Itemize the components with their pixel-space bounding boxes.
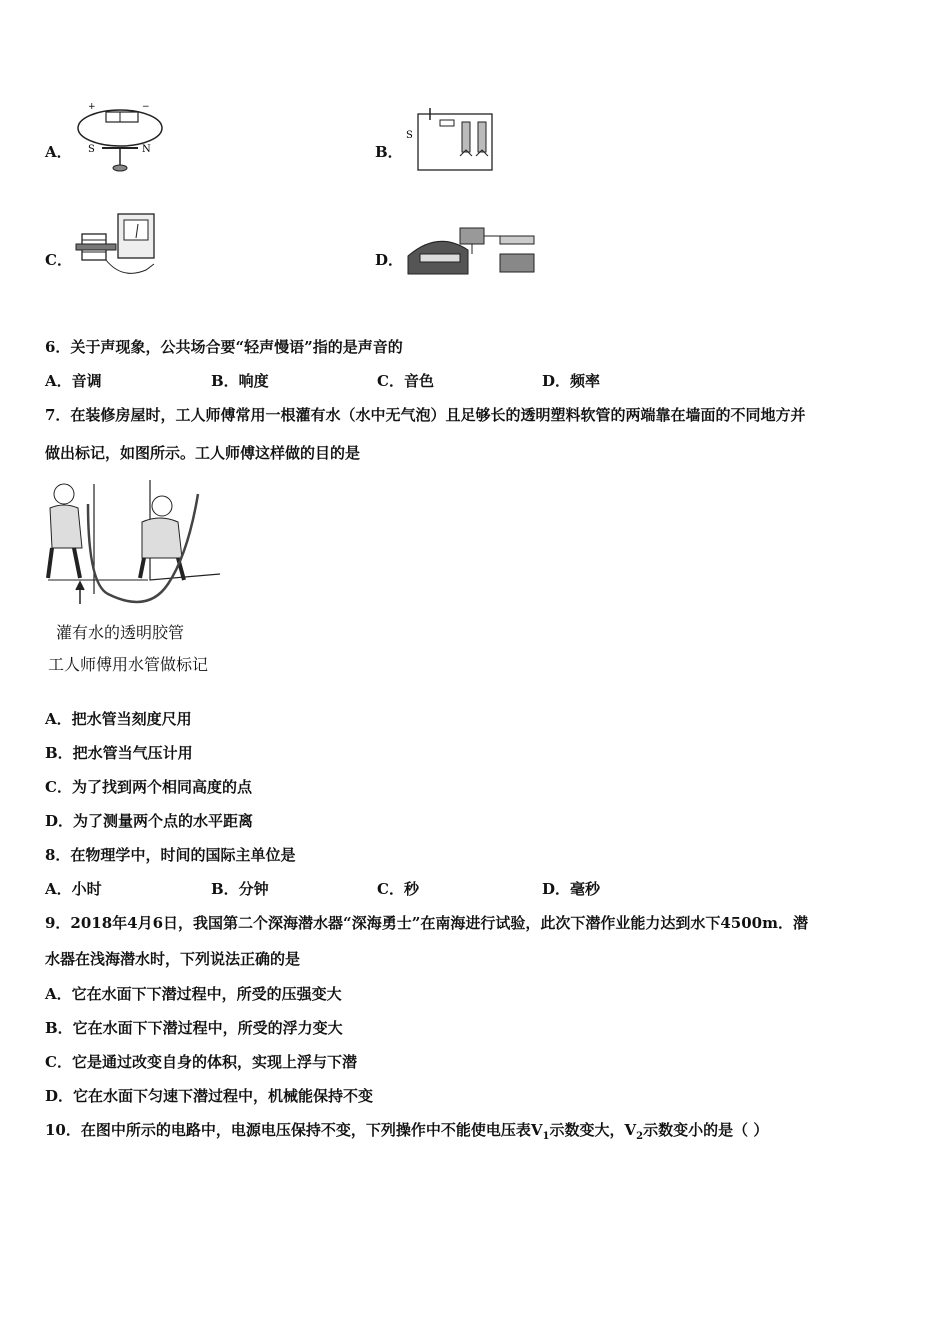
q10-stem-mid: 示数变大，	[549, 1121, 625, 1139]
q5-option-c-label: C．	[45, 251, 72, 269]
q9-stem-line1: 9．2018年4月6日，我国第二个深海潜水器“深海勇士”在南海进行试验，此次下潜作业能力达到水下4500m．潜	[45, 914, 808, 932]
q8-option-c: C．秒	[377, 880, 419, 898]
q7-stem-line2: 做出标记，如图所示。工人师傅这样做的目的是	[45, 444, 361, 462]
switch	[500, 236, 534, 244]
lead-wires	[106, 260, 154, 273]
q8-option-b: B．分钟	[211, 880, 269, 898]
q10-stem	[45, 1119, 768, 1142]
worker1-body	[50, 505, 82, 548]
q9-stem-line2: 水器在浅海潜水时，下列说法正确的是	[45, 950, 301, 968]
plus-sign: +	[88, 102, 96, 112]
q7-option-d: D．为了测量两个点的水平距离	[45, 812, 254, 830]
rails	[420, 254, 460, 262]
q7-option-b: B．把水管当气压计用	[45, 744, 193, 762]
q9-option-d: D．它在水面下匀速下潜过程中，机械能保持不变	[45, 1087, 374, 1105]
q5-option-b-label: B．	[375, 143, 403, 161]
q6-option-d: D．频率	[542, 372, 601, 390]
needle-s: S	[88, 144, 95, 155]
q9-option-a: A．它在水面下下潜过程中，所受的压强变大	[45, 985, 342, 1003]
rheostat-block	[500, 254, 534, 272]
electromagnet-2	[478, 122, 486, 152]
q6-option-b: B．响度	[211, 372, 269, 390]
q6-option-a: A．音调	[45, 372, 102, 390]
q7-stem-line1: 7．在装修房屋时，工人师傅常用一根灌有水（水中无气泡）且足够长的透明塑料软管的两端靠在墙面的不同地方并	[45, 406, 806, 424]
q8-option-d: D．毫秒	[542, 880, 601, 898]
q6-stem: 6．关于声现象，公共场合要“轻声慢语”指的是声音的	[45, 338, 403, 356]
q10-v1-sub: 1	[542, 1131, 550, 1142]
q5-figure-d	[404, 218, 544, 284]
q5-figure-b	[404, 104, 504, 176]
switch-s: S	[406, 130, 413, 141]
q10-stem-post: 示数变小的是（ ）	[643, 1121, 769, 1139]
q5-option-a-label: A．	[45, 143, 72, 161]
q9-option-c: C．它是通过改变自身的体积，实现上浮与下潜	[45, 1053, 357, 1071]
battery	[106, 112, 138, 122]
worker1-legs	[48, 548, 80, 578]
worker2-head	[152, 496, 172, 516]
q10-v2: V	[624, 1121, 637, 1139]
worker1-head	[54, 484, 74, 504]
q7-option-a: A．把水管当刻度尺用	[45, 710, 192, 728]
q8-option-a: A．小时	[45, 880, 102, 898]
electromagnet-1	[462, 122, 470, 152]
needle-n: N	[142, 144, 151, 155]
q6-option-c: C．音色	[377, 372, 434, 390]
minus-sign: −	[142, 102, 150, 112]
rheostat	[440, 120, 454, 126]
q10-v1: V	[530, 1121, 543, 1139]
q5-figure-c	[74, 210, 164, 290]
q8-stem: 8．在物理学中，时间的国际主单位是	[45, 846, 296, 864]
q10-v2-sub: 2	[636, 1131, 644, 1142]
magnet-bar	[76, 244, 116, 250]
stand-base	[113, 165, 127, 171]
q7-caption-workers: 工人师傅用水管做标记	[48, 655, 209, 674]
q5-figure-a	[72, 100, 172, 180]
worker2-body	[142, 518, 182, 558]
q7-figure-workers	[44, 474, 224, 620]
q5-option-d-label: D．	[375, 251, 404, 269]
q7-option-c: C．为了找到两个相同高度的点	[45, 778, 252, 796]
battery-box	[460, 228, 484, 244]
q10-stem-pre: 10．在图中所示的电路中，电源电压保持不变，下列操作中不能使电压表	[45, 1121, 531, 1139]
q9-option-b: B．它在水面下下潜过程中，所受的浮力变大	[45, 1019, 343, 1037]
caption-arrow-icon	[76, 582, 84, 604]
q7-caption-hose: 灌有水的透明胶管	[56, 623, 185, 642]
